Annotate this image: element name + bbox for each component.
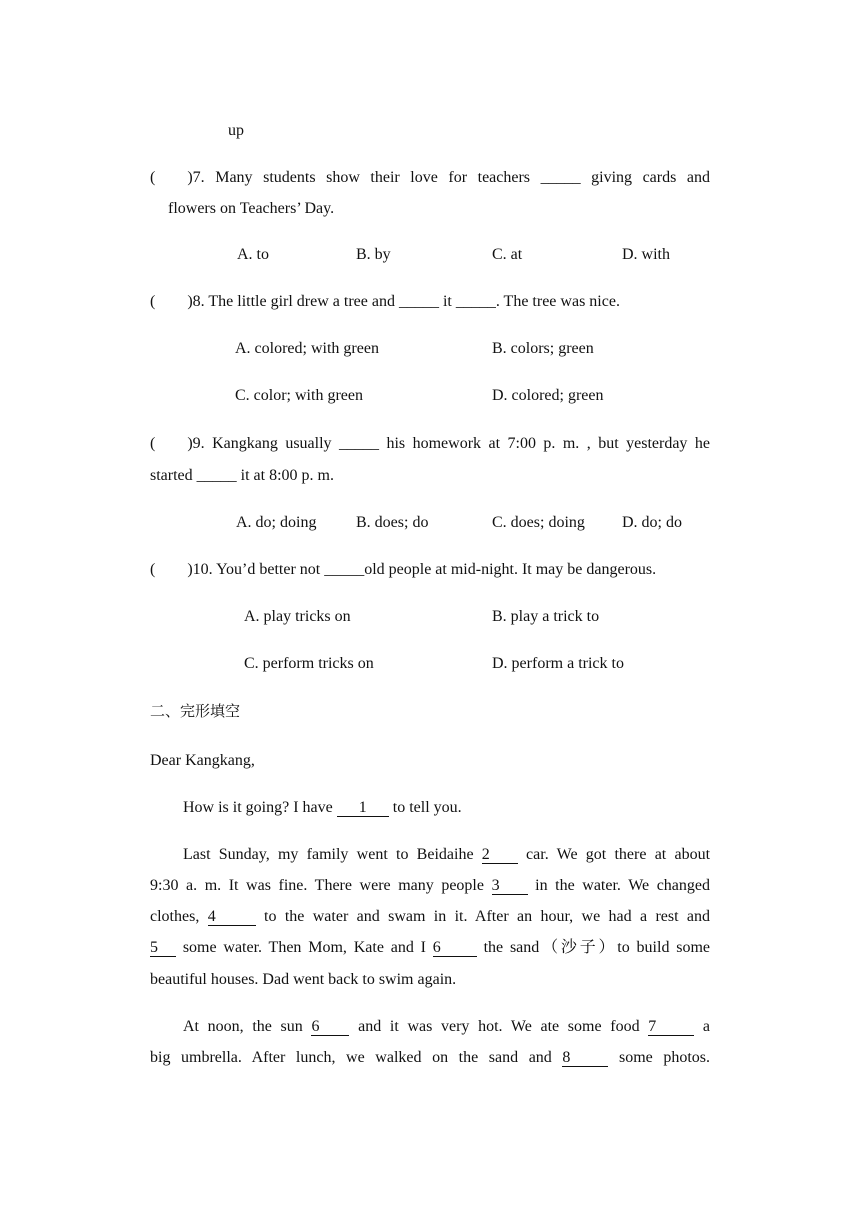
continued-option-text: up	[228, 122, 244, 139]
answer-paren: (	[150, 435, 156, 452]
option-b: B. by	[356, 246, 391, 263]
answer-paren: (	[150, 169, 156, 186]
text-run: car. We got there at about	[526, 846, 711, 863]
option-b: B. play a trick to	[492, 608, 600, 625]
question-9-continuation: started _____ it at 8:00 p. m.	[150, 467, 334, 484]
question-text: )9. Kangkang usually _____ his homework at 7:00 p. m. , but yesterday he	[187, 435, 710, 452]
question-10	[150, 560, 656, 580]
text-run: Last Sunday, my family went to Beidaihe	[183, 846, 474, 863]
text-run: to tell you.	[392, 799, 462, 816]
option-c: C. color; with green	[235, 387, 363, 404]
letter-paragraph-2-line-1	[150, 845, 710, 865]
text-run: a	[702, 1018, 711, 1035]
option-a: A. play tricks on	[244, 608, 351, 625]
answer-paren: (	[150, 293, 156, 310]
blank-3: 3	[492, 877, 528, 895]
text-run: some photos.	[618, 1049, 711, 1066]
option-d: D. do; do	[622, 514, 682, 531]
text-run: clothes,	[150, 908, 200, 925]
blank-5: 5	[150, 939, 176, 957]
option-a: A. colored; with green	[235, 340, 379, 357]
letter-paragraph-3-line-1	[150, 1017, 710, 1037]
letter-paragraph-2-line-4	[150, 938, 710, 958]
blank-1: 1	[337, 799, 389, 817]
option-a: A. to	[237, 246, 269, 263]
letter-paragraph-2-line-2	[150, 876, 710, 896]
question-text: )8. The little girl drew a tree and _____ it _____. The tree was nice.	[187, 293, 620, 310]
blank-6: 6	[433, 939, 477, 957]
question-7-continuation: flowers on Teachers’ Day.	[168, 200, 335, 217]
text-run: the sand（沙子）to build some	[483, 939, 711, 956]
text-run: and it was very hot. We ate some food	[358, 1018, 640, 1035]
answer-paren: (	[150, 561, 156, 578]
letter-paragraph-2-line-3	[150, 907, 710, 927]
text-run: some water. Then Mom, Kate and I	[182, 939, 426, 956]
letter-paragraph-2-line-5: beautiful houses. Dad went back to swim again.	[150, 971, 457, 988]
text-run: big umbrella. After lunch, we walked on the sand and	[150, 1049, 552, 1066]
letter-paragraph-3-line-2	[150, 1048, 710, 1068]
blank-8: 8	[562, 1049, 608, 1067]
blank-2: 2	[482, 846, 518, 864]
option-c: C. perform tricks on	[244, 655, 374, 672]
text-run: How is it going? I have	[183, 799, 333, 816]
option-d: D. perform a trick to	[492, 655, 624, 672]
question-8	[150, 292, 620, 312]
section-title: 二、完形填空	[150, 702, 241, 720]
text-run: At noon, the sun	[183, 1018, 303, 1035]
question-9	[150, 434, 710, 454]
option-b: B. does; do	[356, 514, 429, 531]
blank-4: 4	[208, 908, 256, 926]
blank-6b: 6	[311, 1018, 349, 1036]
text-run: 9:30 a. m. It was fine. There were many people	[150, 877, 484, 894]
question-text: )10. You’d better not _____old people at mid-night. It may be dangerous.	[187, 561, 657, 578]
blank-7: 7	[648, 1018, 694, 1036]
text-run: to the water and swam in it. After an hour, we had a rest and	[264, 908, 711, 925]
option-c: C. at	[492, 246, 523, 263]
text-run: in the water. We changed	[535, 877, 711, 894]
question-7	[150, 168, 710, 188]
letter-paragraph-1	[183, 798, 462, 818]
option-c: C. does; doing	[492, 514, 585, 531]
option-a: A. do; doing	[236, 514, 317, 531]
option-b: B. colors; green	[492, 340, 594, 357]
letter-greeting: Dear Kangkang,	[150, 752, 255, 769]
option-d: D. with	[622, 246, 670, 263]
question-text: )7. Many students show their love for teachers _____ giving cards and	[187, 169, 710, 186]
option-d: D. colored; green	[492, 387, 604, 404]
